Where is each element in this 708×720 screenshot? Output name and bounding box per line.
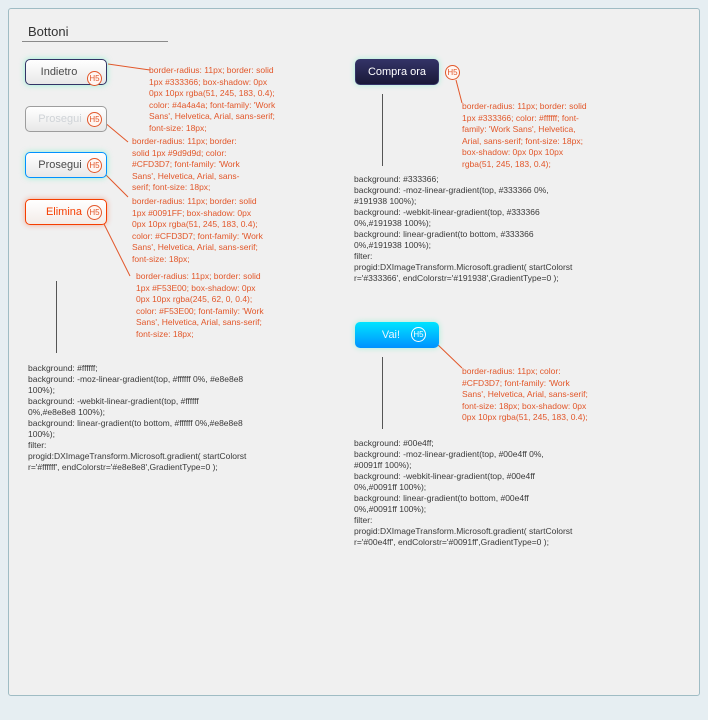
h5-icon: H5	[87, 71, 102, 86]
code-line: progid:DXImageTransform.Microsoft.gradient( startColorst	[354, 262, 573, 272]
code-line: progid:DXImageTransform.Microsoft.gradient( startColorst	[354, 526, 573, 536]
code-line: filter:	[28, 440, 47, 450]
h5-icon: H5	[87, 112, 102, 127]
code-line: #191938 100%);	[354, 196, 417, 206]
code-line: 0%,#191938 100%);	[354, 218, 432, 228]
code-line: filter:	[354, 251, 373, 261]
compra-ora-button[interactable]	[355, 59, 439, 85]
indietro-style-note: border-radius: 11px; border: solid 1px #333366; box-shadow: 0px 0px 10px rgba(51, 245, 183, 0.4); color: #4a4a4a; font-family: 'Work Sans', Helvetica, Arial, sans-serif; font-size: 18px;	[149, 65, 276, 133]
divider-line	[382, 357, 383, 429]
code-line: background: -webkit-linear-gradient(top, #00e4ff	[354, 471, 535, 481]
indietro-label: Indietro	[40, 66, 78, 78]
page-title: Bottoni	[28, 24, 69, 39]
code-line: filter:	[354, 515, 373, 525]
code-line: background: -moz-linear-gradient(top, #333366 0%,	[354, 185, 549, 195]
blue-gradient-code	[354, 438, 604, 548]
prosegui-label: Prosegui	[38, 159, 82, 171]
code-line: r='#00e4ff', endColorstr='#0091ff',GradientType=0 );	[354, 537, 549, 547]
code-line: background: #00e4ff;	[354, 438, 434, 448]
h5-icon: H5	[87, 205, 102, 220]
code-line: background: linear-gradient(to bottom, #ffffff 0%,#e8e8e8	[28, 418, 243, 428]
code-line: r='#ffffff', endColorstr='#e8e8e8',GradientType=0 );	[28, 462, 218, 472]
dark-gradient-code	[354, 174, 604, 284]
vai-label: Vai!	[381, 329, 401, 341]
code-line: background: -webkit-linear-gradient(top, #ffffff	[28, 396, 199, 406]
code-line: background: linear-gradient(to bottom, #333366	[354, 229, 534, 239]
h5-icon: H5	[411, 327, 426, 342]
divider-line	[56, 281, 57, 353]
compra-ora-label: Compra ora	[367, 66, 427, 78]
code-line: progid:DXImageTransform.Microsoft.gradient( startColorst	[28, 451, 247, 461]
code-line: background: #333366;	[354, 174, 439, 184]
vai-button[interactable]	[355, 322, 439, 348]
code-line: 100%);	[28, 385, 55, 395]
prosegui-disabled-label: Prosegui	[38, 113, 82, 125]
code-line: 0%,#0091ff 100%);	[354, 504, 427, 514]
vai-style-note: border-radius: 11px; color: #CFD3D7; font-family: 'Work Sans', Helvetica, Arial, sans-serif; font-size: 18px; box-shadow: 0px 0px 10px rgba(51, 245, 183, 0.4);	[462, 366, 588, 422]
code-line: 0%,#e8e8e8 100%);	[28, 407, 106, 417]
code-line: background: -moz-linear-gradient(top, #00e4ff 0%,	[354, 449, 544, 459]
elimina-label: Elimina	[45, 206, 83, 218]
prosegui-style-note: border-radius: 11px; border: solid 1px #0091FF; box-shadow: 0px 0px 10px rgba(51, 245, 183, 0.4); color: #CFD3D7; font-family: 'Work Sans', Helvetica, Arial, sans-serif; font-size: 18px;	[132, 196, 263, 264]
h5-icon: H5	[87, 158, 102, 173]
code-line: 0%,#0091ff 100%);	[354, 482, 427, 492]
code-line: background: -webkit-linear-gradient(top, #333366	[354, 207, 540, 217]
code-line: background: #ffffff;	[28, 363, 98, 373]
divider-line	[382, 94, 383, 166]
code-line: #0091ff 100%);	[354, 460, 412, 470]
prosegui-disabled-style-note: border-radius: 11px; border: solid 1px #9d9d9d; color: #CFD3D7; font-family: 'Work Sans', Helvetica, Arial, sans-serif; font-size: 18px;	[132, 136, 240, 192]
compra-ora-style-note: border-radius: 11px; border: solid 1px #333366; color: #ffffff; font-family: 'Work Sans', Helvetica, Arial, sans-serif; font-size: 18px; box-shadow: 0px 0px 10px rgba(51, 245, 183, 0.4);	[462, 101, 587, 169]
elimina-style-note: border-radius: 11px; border: solid 1px #F53E00; box-shadow: 0px 0px 10px rgba(245, 62, 0, 0.4); color: #F53E00; font-family: 'Work Sans', Helvetica, Arial, sans-serif; font-size: 18px;	[136, 271, 264, 339]
code-line: background: -moz-linear-gradient(top, #ffffff 0%, #e8e8e8	[28, 374, 244, 384]
code-line: 0%,#191938 100%);	[354, 240, 432, 250]
h5-icon: H5	[445, 65, 460, 80]
code-line: r='#333366', endColorstr='#191938',GradientType=0 );	[354, 273, 559, 283]
white-gradient-code	[28, 363, 278, 473]
code-line: 100%);	[28, 429, 55, 439]
code-line: background: linear-gradient(to bottom, #00e4ff	[354, 493, 529, 503]
